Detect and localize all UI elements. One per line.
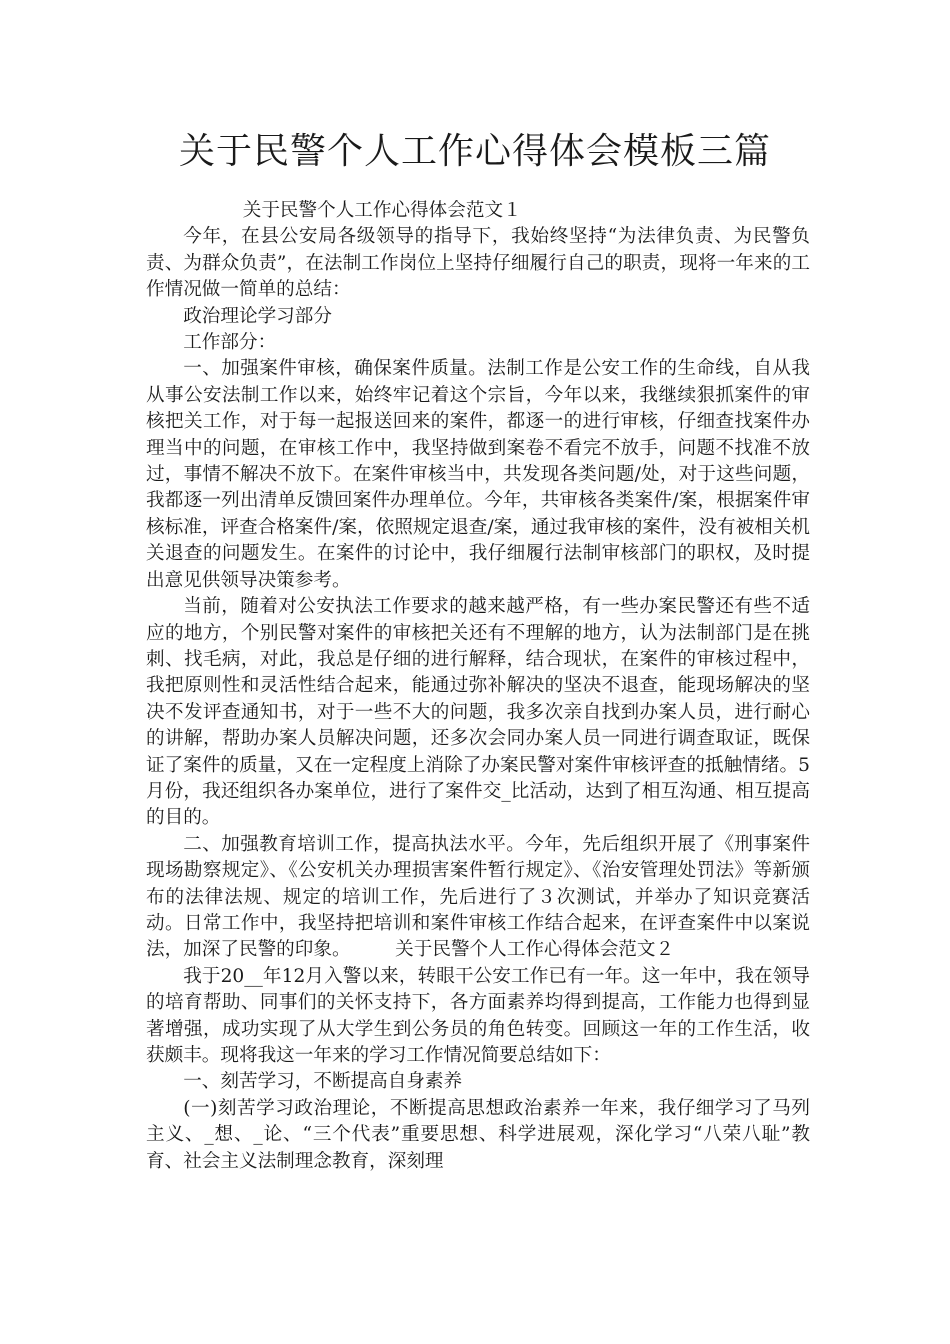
paragraph-training [146, 832, 810, 964]
paragraph-case-review: 一、加强案件审核，确保案件质量。法制工作是公安工作的生命线，自从我从事公安法制工作以来，始终牢记着这个宗旨，今年以来，我继续狠抓案件的审核把关工作，对于每一起报送回来的案件，都逐一的进行审核，仔细查找案件办理当中的问题，在审核工作中，我坚持做到案卷不看完不放手，问题不找准不放过，事情不解决不放下。在案件审核当中，共发现各类问题/处，对于这些问题，我都逐一列出清单反馈回案件办理单位。今年，共审核各类案件/案，根据案件审核标准，评查合格案件/案，依照规定退查/案，通过我审核的案件，没有被相关机关退查的问题发生。在案件的讨论中，我仔细履行法制审核部门的职权，及时提出意见供领导决策参考。 [146, 358, 810, 591]
paragraph-work-part: 工作部分： [183, 332, 277, 354]
section-heading-2: 关于民警个人工作心得体会范文２ [395, 939, 675, 961]
paragraph-political-study: 政治理论学习部分 [183, 305, 332, 327]
paragraph-political-theory: (一)刻苦学习政治理论，不断提高思想政治素养一年来，我仔细学习了马列主义、_想、_论、“三个代表”重要思想、科学进展观，深化学习“八荣八耻”教育、社会主义法制理念教育，深刻理 [146, 1097, 810, 1172]
paragraph-intro: 今年，在县公安局各级领导的指导下，我始终坚持“为法律负责、为民警负责、为群众负责”，在法制工作岗位上坚持仔细履行自己的职责，现将一年来的工作情况做一简单的总结： [146, 226, 810, 301]
paragraph-current-situation: 当前，随着对公安执法工作要求的越来越严格，有一些办案民警还有些不适应的地方，个别民警对案件的审核把关还有不理解的地方，认为法制部门是在挑刺、找毛病，对此，我总是仔细的进行解释，结合现状，在案件的审核过程中，我把原则性和灵活性结合起来，能通过弥补解决的坚决不退查，能现场解决的坚决不发评查通知书，对于一些不大的问题，我多次亲自找到办案人员，进行耐心的讲解，帮助办案人员解决问题，还多次会同办案人员一同进行调查取证，既保证了案件的质量，又在一定程度上消除了办案民警对案件审核评查的抵触情绪。5月份，我还组织各办案单位，进行了案件交_比活动，达到了相互沟通、相互提高的目的。 [146, 596, 810, 829]
document-body [146, 198, 810, 1175]
paragraph-study-heading: 一、刻苦学习，不断提高自身素养 [183, 1071, 463, 1093]
paragraph-training-text: 二、加强教育培训工作，提高执法水平。今年，先后组织开展了《刑事案件现场勘察规定》、《公安机关办理损害案件暂行规定》、《治安管理处罚法》等新颁布的法律法规、规定的培训工作，先后进行了３次测试，并举办了知识竞赛活动。日常工作中，我坚持把培训和案件审核工作结合起来，在评查案件中以案说法，加深了民警的印象。 [146, 833, 810, 961]
section-heading-1: 关于民警个人工作心得体会范文１ [242, 200, 522, 221]
document-title: 关于民警个人工作心得体会模板三篇 [178, 131, 771, 172]
paragraph-joined-police: 我于20__年12月入警以来，转眼干公安工作已有一年。这一年中，我在领导的培育帮助、同事们的关怀支持下，各方面素养均得到提高，工作能力也得到显著增强，成功实现了从大学生到公务员的角色转变。回顾这一年的工作生活，收获颇丰。现将我这一年来的学习工作情况简要总结如下： [146, 965, 810, 1066]
